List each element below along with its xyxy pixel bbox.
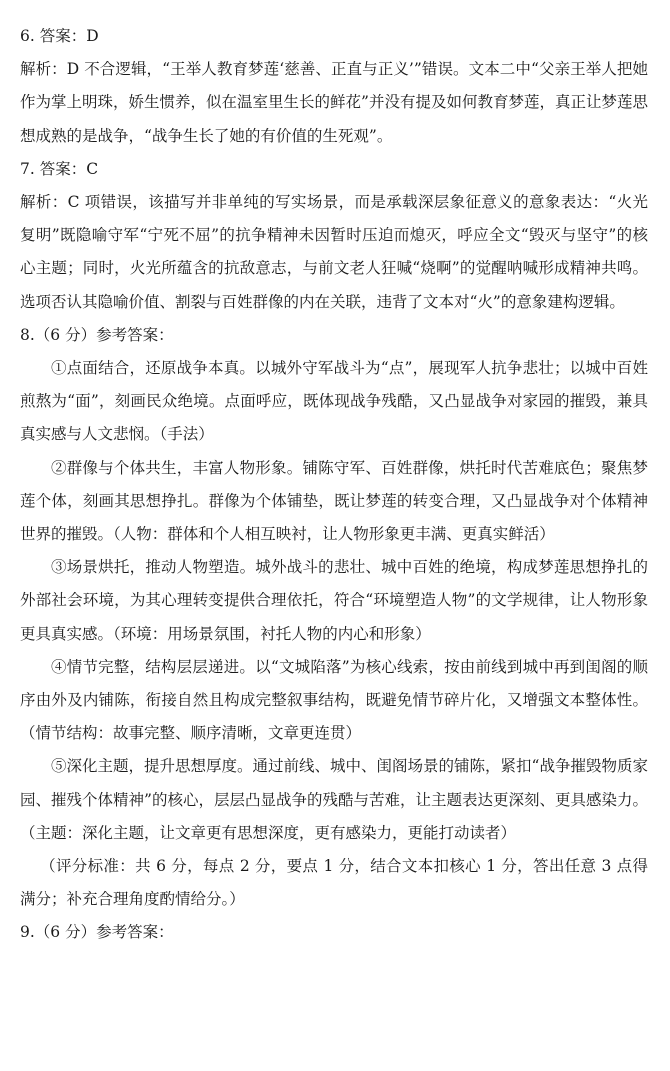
q8-scoring-criteria: （评分标准：共 6 分，每点 2 分，要点 1 分，结合文本扣核心 1 分，答出任意 3 点得满分；补充合理角度酌情给分。） xyxy=(20,857,648,909)
q7-answer: 7. 答案：C xyxy=(20,159,99,178)
q8-point-4: ④情节完整，结构层层递进。以“文城陷落”为核心线索，按由前线到城中再到闺阁的顺序由外及内铺陈，衔接自然且构成完整叙事结构，既避免情节碎片化，又增强文本整体性。（情节结构：故事完整、顺序清晰，文章更连贯） xyxy=(20,657,648,743)
q8-point-2: ②群像与个体共生，丰富人物形象。铺陈守军、百姓群像，烘托时代苦难底色；聚焦梦莲个体，刻画其思想挣扎。群像为个体铺垫，既让梦莲的转变合理，又凸显战争对个体精神世界的摧毁。（人物：群体和个人相互映衬，让人物形象更丰满、更真实鲜活） xyxy=(20,458,648,544)
q9-header: 9.（6 分）参考答案： xyxy=(20,923,174,942)
q6-analysis: 解析：D 不合逻辑，“王举人教育梦莲‘慈善、正直与正义’”错误。文本二中“父亲王举人把她作为掌上明珠，娇生惯养，似在温室里生长的鲜花”并没有提及如何教育梦莲，真正让梦莲思想成熟的是战争，“战争生长了她的有价值的生死观”。 xyxy=(20,60,648,145)
q8-point-5: ⑤深化主题，提升思想厚度。通过前线、城中、闺阁场景的铺陈，紧扣“战争摧毁物质家园、摧残个体精神”的核心，层层凸显战争的残酷与苦难，让主题表达更深刻、更具感染力。（主题：深化主题，让文章更有思想深度，更有感染力，更能打动读者） xyxy=(20,757,648,842)
q7-analysis: 解析：C 项错误，该描写并非单纯的写实场景，而是承载深层象征意义的意象表达：“火光复明”既隐喻守军“宁死不屈”的抗争精神未因暂时压迫而熄灭，呼应全文“毁灭与坚守”的核心主题；同时，火光所蕴含的抗敌意志，与前文老人狂喊“烧啊”的觉醒呐喊形成精神共鸣。选项否认其隐喻价值、割裂与百姓群像的内在关联，违背了文本对“火”的意象建构逻辑。 xyxy=(20,193,648,311)
q8-point-1: ①点面结合，还原战争本真。以城外守军战斗为“点”，展现军人抗争悲壮；以城中百姓煎熬为“面”，刻画民众绝境。点面呼应，既体现战争残酷，又凸显战争对家园的摧毁，兼具真实感与人文悲悯。（手法） xyxy=(20,359,648,444)
question-6 xyxy=(20,20,648,153)
q6-answer: 6. 答案：D xyxy=(20,27,99,45)
question-7 xyxy=(20,153,648,319)
question-9 xyxy=(20,916,648,949)
q8-header: 8.（6 分）参考答案： xyxy=(20,325,174,344)
q8-point-3: ③场景烘托，推动人物塑造。城外战斗的悲壮、城中百姓的绝境，构成梦莲思想挣扎的外部社会环境，为其心理转变提供合理依托，符合“环境塑造人物”的文学规律，让人物形象更具真实感。（环境：用场景氛围，衬托人物的内心和形象） xyxy=(20,558,648,643)
question-8 xyxy=(20,319,648,917)
